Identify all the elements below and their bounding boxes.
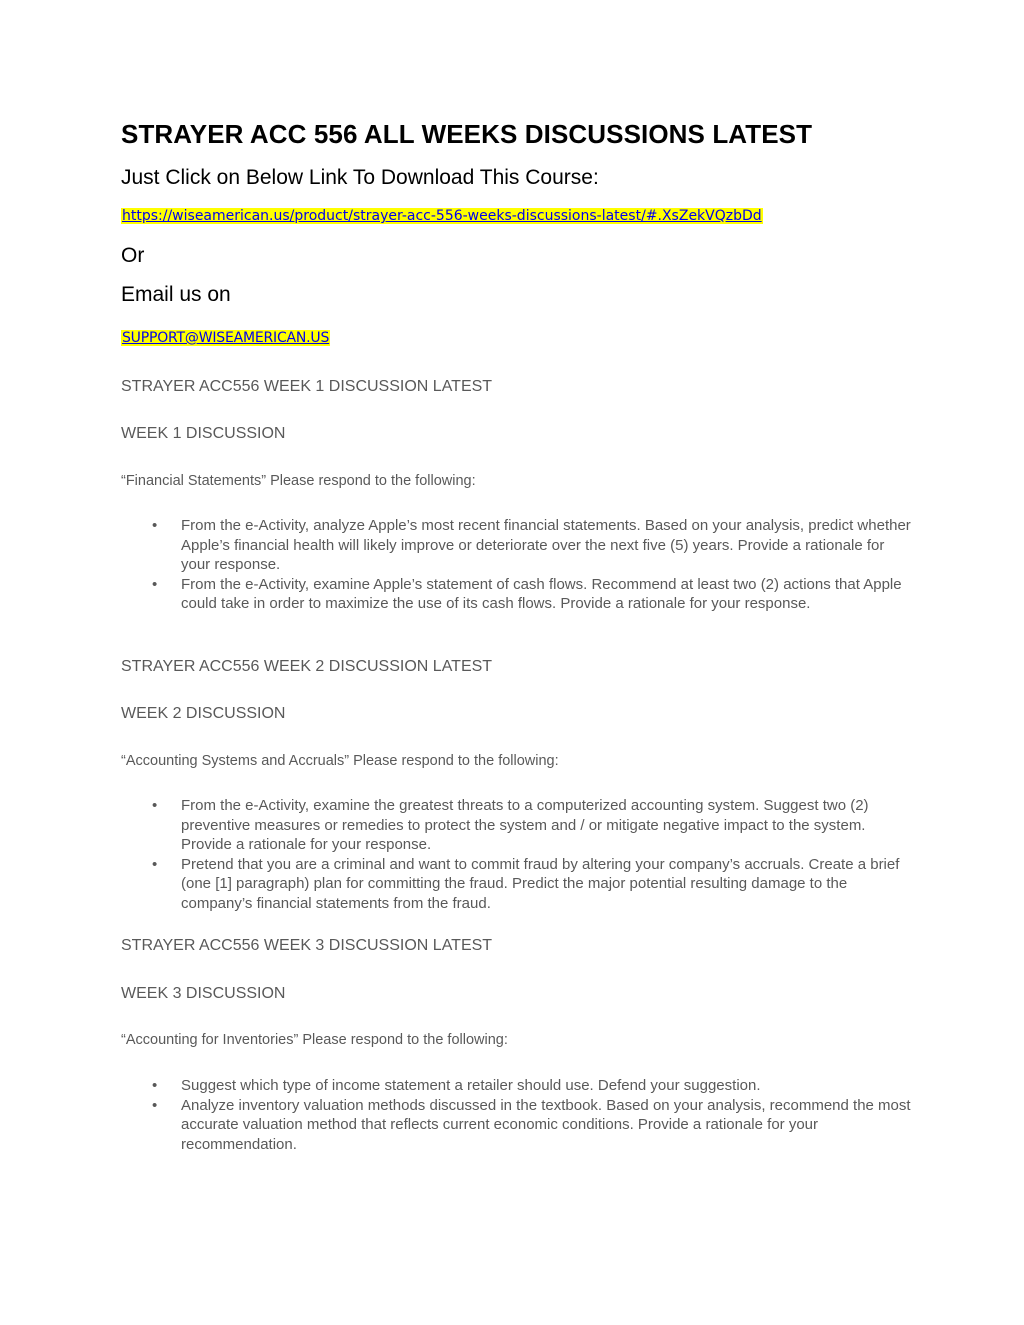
support-email-link[interactable]: SUPPORT@WISEAMERICAN.US bbox=[122, 330, 330, 346]
week-3-subheading: WEEK 3 DISCUSSION bbox=[121, 985, 286, 1002]
bullet-icon: • bbox=[152, 517, 158, 534]
week-2-prompt: “Accounting Systems and Accruals” Please respond to the following: bbox=[121, 753, 559, 769]
week-2-bullet-list bbox=[121, 796, 911, 913]
bullet-text: From the e-Activity, examine Apple’s statement of cash flows. Recommend at least two (2) actions that Apple could take in order to maximize the use of its cash flows. Provide a rationale for your response. bbox=[181, 575, 902, 612]
list-item bbox=[121, 1076, 911, 1096]
bullet-icon: • bbox=[152, 1077, 158, 1094]
week-3-bullet-list bbox=[121, 1076, 911, 1154]
bullet-icon: • bbox=[152, 575, 158, 593]
week-3-prompt: “Accounting for Inventories” Please respond to the following: bbox=[121, 1032, 508, 1048]
bullet-icon: • bbox=[152, 1096, 158, 1114]
download-instruction: Just Click on Below Link To Download This Course: bbox=[121, 166, 599, 189]
week-1-heading: STRAYER ACC556 WEEK 1 DISCUSSION LATEST bbox=[121, 378, 493, 395]
download-link[interactable]: https://wiseamerican.us/product/strayer-acc-556-weeks-discussions-latest/#.XsZekVQzbDd bbox=[122, 208, 762, 224]
week-1-subheading: WEEK 1 DISCUSSION bbox=[121, 425, 286, 442]
week-2-heading: STRAYER ACC556 WEEK 2 DISCUSSION LATEST bbox=[121, 658, 493, 675]
email-label: Email us on bbox=[121, 283, 231, 306]
bullet-text: From the e-Activity, analyze Apple’s most recent financial statements. Based on your analysis, predict whether Apple’s financial health will likely improve or deteriorate over the next five (5) years. Provide a rationale for your response. bbox=[181, 517, 911, 573]
page-title: STRAYER ACC 556 ALL WEEKS DISCUSSIONS LATEST bbox=[121, 119, 813, 149]
bullet-text: From the e-Activity, examine the greatest threats to a computerized accounting system. Suggest two (2) preventive measures or remedies to protect the system and / or mitigate negative impact to the system. Provide a rationale for your response. bbox=[181, 797, 869, 853]
bullet-icon: • bbox=[152, 797, 158, 814]
week-1-bullet-list bbox=[121, 516, 911, 614]
list-item bbox=[121, 855, 911, 914]
week-2-subheading: WEEK 2 DISCUSSION bbox=[121, 705, 286, 722]
list-item bbox=[121, 1096, 911, 1155]
week-1-prompt: “Financial Statements” Please respond to the following: bbox=[121, 473, 476, 489]
download-link-line bbox=[121, 208, 763, 224]
bullet-text: Suggest which type of income statement a retailer should use. Defend your suggestion. bbox=[181, 1077, 761, 1094]
email-line bbox=[121, 330, 330, 346]
list-item bbox=[121, 516, 911, 575]
bullet-text: Pretend that you are a criminal and want to commit fraud by altering your company’s accruals. Create a brief (one [1] paragraph) plan for committing the fraud. Predict the major potential resulting damage to the company’s financial statements from the fraud. bbox=[181, 855, 900, 912]
list-item bbox=[121, 575, 911, 614]
bullet-icon: • bbox=[152, 855, 158, 873]
bullet-text: Analyze inventory valuation methods discussed in the textbook. Based on your analysis, recommend the most accurate valuation method that reflects current economic conditions. Provide a rationale for your recommendation. bbox=[181, 1096, 911, 1153]
list-item bbox=[121, 796, 911, 855]
or-text: Or bbox=[121, 244, 145, 267]
week-3-heading: STRAYER ACC556 WEEK 3 DISCUSSION LATEST bbox=[121, 937, 493, 954]
